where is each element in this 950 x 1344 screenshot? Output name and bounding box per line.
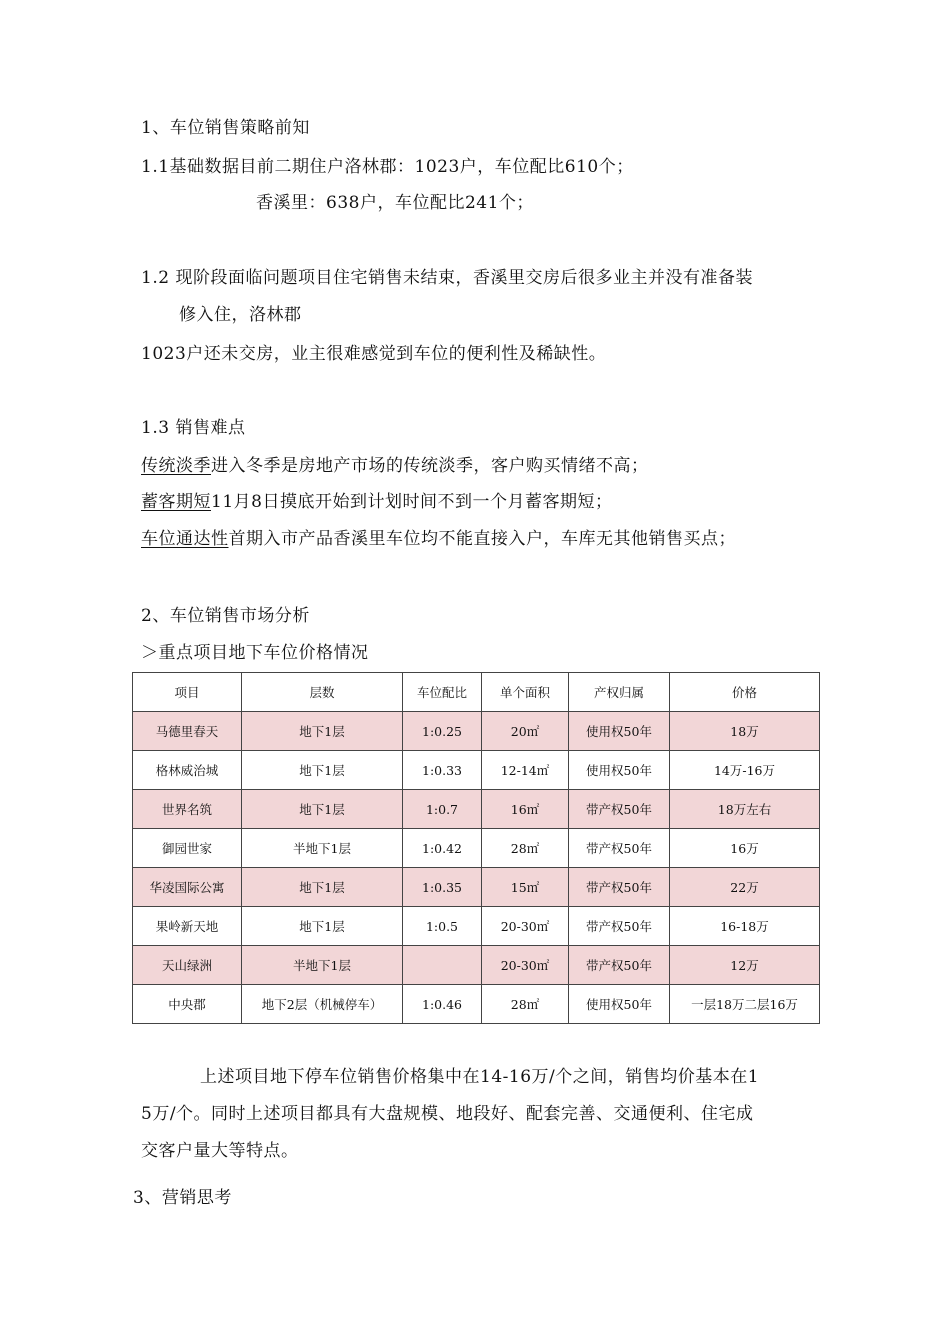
difficulty-text: 进入冬季是房地产市场的传统淡季，客户购买情绪不高； xyxy=(211,456,649,476)
cell-price: 一层18万二层16万 xyxy=(670,985,820,1024)
cell-area: 16㎡ xyxy=(482,790,569,829)
cell-floor: 地下1层 xyxy=(242,868,403,907)
cell-price: 18万 xyxy=(670,712,820,751)
cell-price: 16万 xyxy=(670,829,820,868)
cell-area: 20-30㎡ xyxy=(482,946,569,985)
table-row xyxy=(133,829,820,868)
section-2-heading: 2、车位销售市场分析 xyxy=(141,606,310,626)
cell-ratio: 1:0.35 xyxy=(403,868,482,907)
cell-ratio: 1:0.5 xyxy=(403,907,482,946)
difficulty-item xyxy=(141,490,612,514)
section-1-2-line-1: 1.2 现阶段面临问题项目住宅销售未结束，香溪里交房后很多业主并没有准备装 xyxy=(141,268,753,288)
cell-ownership: 带产权50年 xyxy=(569,868,670,907)
difficulty-item xyxy=(141,454,649,478)
difficulty-text: 11月8日摸底开始到计划时间不到一个月蓄客期短； xyxy=(211,492,613,512)
header-ratio: 车位配比 xyxy=(403,673,482,712)
difficulty-item xyxy=(141,527,736,551)
cell-area: 15㎡ xyxy=(482,868,569,907)
header-project: 项目 xyxy=(133,673,242,712)
table-row xyxy=(133,985,820,1024)
section-1-3-heading: 1.3 销售难点 xyxy=(141,418,246,438)
cell-floor: 地下1层 xyxy=(242,790,403,829)
summary-line-3: 交客户量大等特点。 xyxy=(141,1141,299,1161)
header-area: 单个面积 xyxy=(482,673,569,712)
cell-project: 马德里春天 xyxy=(133,712,242,751)
header-ownership: 产权归属 xyxy=(569,673,670,712)
section-3-heading: 3、营销思考 xyxy=(133,1188,232,1208)
cell-area: 12-14㎡ xyxy=(482,751,569,790)
cell-floor: 地下1层 xyxy=(242,751,403,790)
cell-project: 果岭新天地 xyxy=(133,907,242,946)
cell-project: 世界名筑 xyxy=(133,790,242,829)
cell-ratio: 1:0.7 xyxy=(403,790,482,829)
cell-floor: 地下1层 xyxy=(242,907,403,946)
table-row xyxy=(133,712,820,751)
cell-area: 28㎡ xyxy=(482,829,569,868)
cell-price: 12万 xyxy=(670,946,820,985)
difficulty-term: 车位通达性 xyxy=(141,529,229,549)
section-1-1-line-1: 1.1基础数据目前二期住户洛林郡：1023户，车位配比610个； xyxy=(141,157,634,177)
summary-line-1: 上述项目地下停车位销售价格集中在14-16万/个之间，销售均价基本在1 xyxy=(200,1067,760,1087)
cell-ownership: 使用权50年 xyxy=(569,712,670,751)
cell-ownership: 使用权50年 xyxy=(569,751,670,790)
cell-ownership: 带产权50年 xyxy=(569,907,670,946)
header-floor: 层数 xyxy=(242,673,403,712)
cell-ratio: 1:0.33 xyxy=(403,751,482,790)
cell-floor: 半地下1层 xyxy=(242,946,403,985)
cell-area: 20㎡ xyxy=(482,712,569,751)
difficulty-text: 首期入市产品香溪里车位均不能直接入户，车库无其他销售买点； xyxy=(228,529,736,549)
section-1-2-line-3: 1023户还未交房，业主很难感觉到车位的便利性及稀缺性。 xyxy=(141,344,607,364)
table-row xyxy=(133,868,820,907)
difficulty-term: 传统淡季 xyxy=(141,456,211,476)
cell-project: 格林威治城 xyxy=(133,751,242,790)
table-row xyxy=(133,946,820,985)
cell-ratio: 1:0.25 xyxy=(403,712,482,751)
cell-project: 御园世家 xyxy=(133,829,242,868)
cell-price: 14万-16万 xyxy=(670,751,820,790)
header-price: 价格 xyxy=(670,673,820,712)
table-row xyxy=(133,751,820,790)
table-row xyxy=(133,907,820,946)
cell-price: 18万左右 xyxy=(670,790,820,829)
cell-area: 20-30㎡ xyxy=(482,907,569,946)
table-header-row xyxy=(133,673,820,712)
cell-ratio: 1:0.46 xyxy=(403,985,482,1024)
cell-ratio xyxy=(403,946,482,985)
table-row xyxy=(133,790,820,829)
section-2-subheading: ＞重点项目地下车位价格情况 xyxy=(141,643,369,663)
cell-project: 中央郡 xyxy=(133,985,242,1024)
section-1-2-line-2: 修入住，洛林郡 xyxy=(179,305,302,325)
cell-ownership: 使用权50年 xyxy=(569,985,670,1024)
cell-price: 22万 xyxy=(670,868,820,907)
cell-area: 28㎡ xyxy=(482,985,569,1024)
section-1-heading: 1、车位销售策略前知 xyxy=(141,118,310,138)
cell-ratio: 1:0.42 xyxy=(403,829,482,868)
difficulty-term: 蓄客期短 xyxy=(141,492,211,512)
cell-price: 16-18万 xyxy=(670,907,820,946)
cell-floor: 半地下1层 xyxy=(242,829,403,868)
summary-line-2: 5万/个。同时上述项目都具有大盘规模、地段好、配套完善、交通便利、住宅成 xyxy=(141,1104,754,1124)
cell-floor: 地下2层（机械停车） xyxy=(242,985,403,1024)
cell-project: 华凌国际公寓 xyxy=(133,868,242,907)
cell-project: 天山绿洲 xyxy=(133,946,242,985)
cell-ownership: 带产权50年 xyxy=(569,829,670,868)
cell-floor: 地下1层 xyxy=(242,712,403,751)
cell-ownership: 带产权50年 xyxy=(569,790,670,829)
section-1-1-line-2: 香溪里：638户，车位配比241个； xyxy=(256,193,534,213)
cell-ownership: 带产权50年 xyxy=(569,946,670,985)
parking-price-table xyxy=(132,672,820,1024)
